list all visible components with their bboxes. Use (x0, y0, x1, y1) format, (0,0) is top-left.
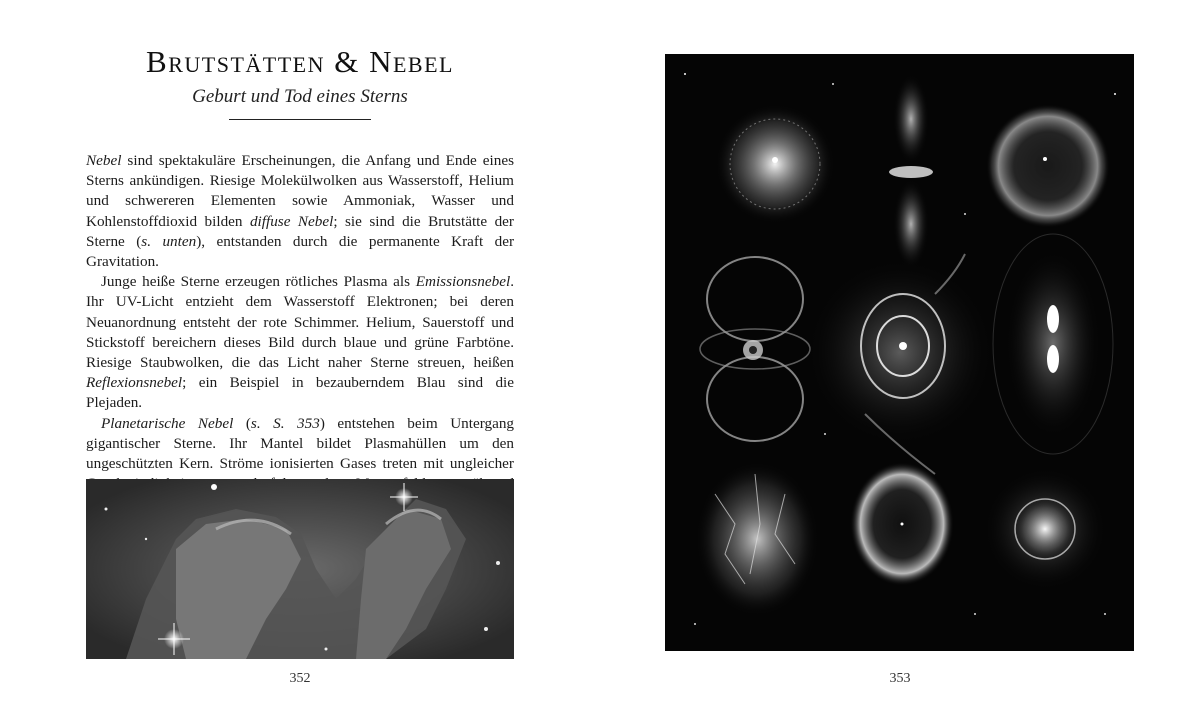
pillars-nebula-photo (86, 479, 514, 659)
crab-nebula (695, 461, 819, 617)
title-divider (229, 119, 371, 120)
helix-nebula (850, 462, 954, 586)
butterfly-nebula (889, 74, 933, 269)
italic-term: Reflexionsnebel (86, 374, 183, 392)
text-run: . Ihr UV-Licht entzieht dem Wasserstoff Elektronen; bei deren Neuanordnung entsteht der rote Schimmer. Helium, Sauerstoff und Stickstoff bereichern dieses Bild durch blaue und grüne Farbtöne. Riesige Staubwolken, die das Licht naher Sterne streuen, heißen (86, 273, 514, 372)
text-run: ( (233, 414, 251, 432)
italic-term: diffuse Nebel (249, 212, 334, 230)
body-paragraph (86, 151, 514, 272)
body-text (86, 151, 514, 535)
eskimo-nebula (983, 467, 1107, 591)
text-run: Junge heiße Sterne erzeugen rötliches Plasma als (101, 273, 416, 291)
page-number-right: 353 (889, 671, 911, 686)
nebula-photo-grid (665, 54, 1134, 651)
right-page (600, 0, 1200, 728)
text-run: sind spektakuläre Erscheinungen, die Anfang und Ende eines Sterns ankündigen. Riesige Molekülwolken aus Wasserstoff, Helium und schwereren Elementen sowie Ammoniak, Wasser und Kohlenstoffdioxid bilden (86, 152, 514, 230)
text-run: ) entstehen beim Untergang gigantischer Sterne. Ihr Mantel bildet Plasmahüllen um den ungeschützten Kern. Ströme ionisierten Gases treten mit ungleicher (86, 414, 515, 473)
page-subtitle: Geburt und Tod eines Sterns (192, 86, 408, 107)
text-run: ; ein Beispiel in bezauberndem Blau sind die Plejaden. (86, 374, 514, 412)
italic-term: Nebel (86, 152, 122, 169)
italic-term: Emissionsnebel (415, 273, 511, 291)
text-run: ), entstanden durch die permanente Kraft der Gravitation. (86, 232, 514, 271)
italic-term: s. unten (141, 232, 197, 250)
page-title: Bruтstätten & Nebel (146, 44, 454, 79)
round-nebula (986, 104, 1110, 228)
page-number-left: 352 (289, 671, 311, 686)
body-paragraph (86, 272, 514, 413)
italic-term: Planetarische Nebel (101, 414, 234, 432)
spirograph-nebula (715, 104, 835, 224)
text-run: ; sie sind die Brutstätte der Sterne ( (86, 212, 514, 250)
italic-term: s. S. 353 (250, 414, 320, 432)
